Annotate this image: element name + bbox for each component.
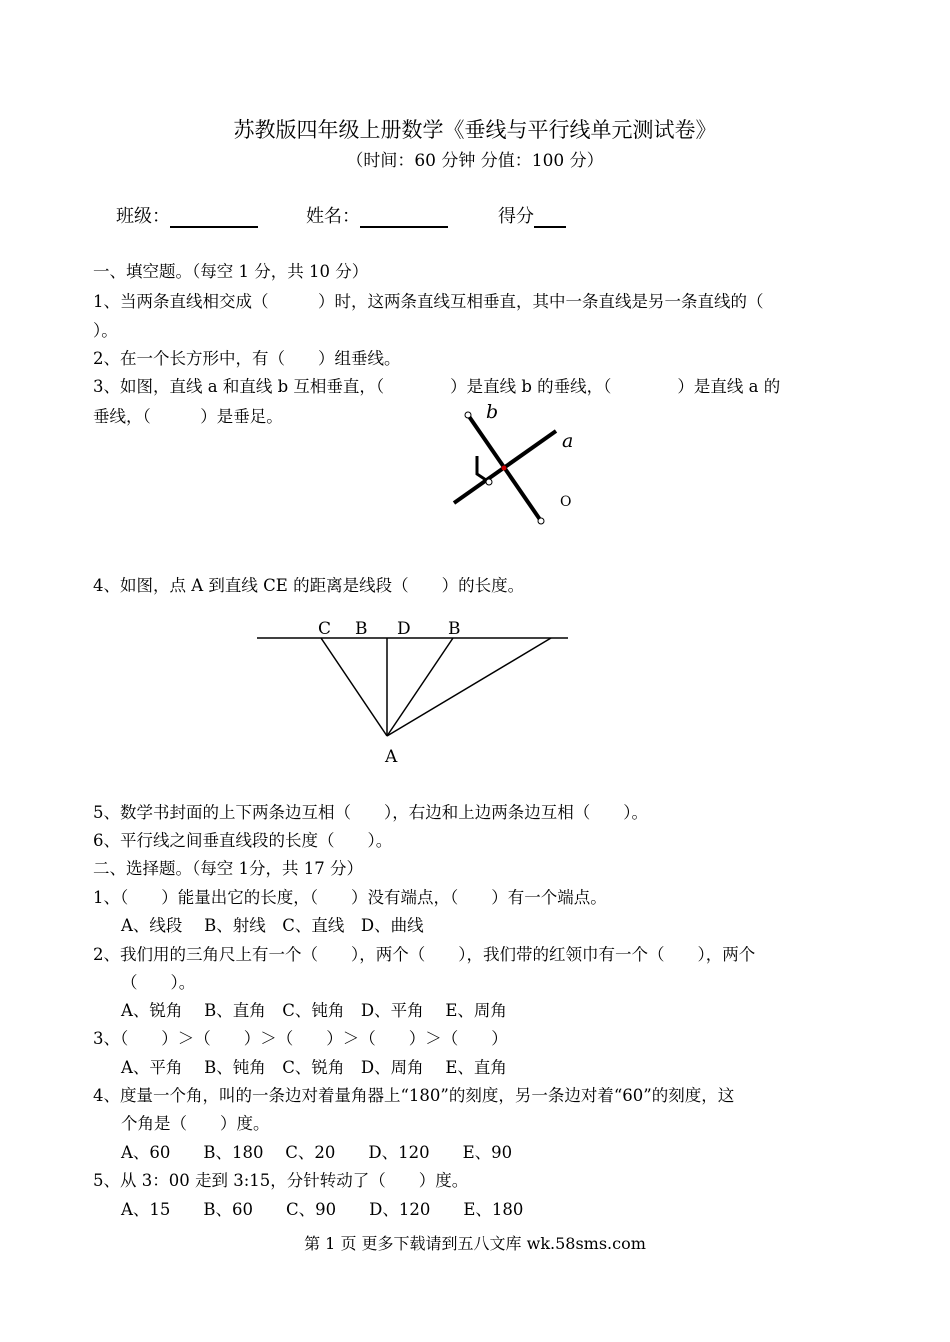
s2-q1: 1、（ ）能量出它的长度，（ ）没有端点，（ ）有一个端点。: [93, 888, 607, 907]
s2-q5: 5、从 3：00 走到 3:15，分针转动了（ ）度。: [93, 1171, 469, 1190]
label-a-point: A: [385, 747, 398, 767]
s2-q4-line1: 4、度量一个角，叫的一条边对着量角器上“180”的刻度，另一条边对着“60”的刻度，这: [93, 1086, 735, 1105]
class-field: [116, 202, 258, 228]
class-label: 班级：: [116, 206, 170, 227]
s1-q5: 5、数学书封面的上下两条边互相（ ），右边和上边两条边互相（ ）。: [93, 803, 648, 822]
score-label: 得分: [498, 206, 534, 227]
s2-q4-options: A、60 B、180 C、20 D、120 E、90: [121, 1143, 513, 1162]
endpoint-top: [465, 412, 471, 418]
s2-q2-line2: （ ）。: [121, 973, 196, 992]
page-subtitle: （时间：60 分钟 分值：100 分）: [346, 151, 604, 171]
foot-marker: [486, 479, 492, 485]
s1-q1-line1: 1、当两条直线相交成（ ）时，这两条直线互相垂直，其中一条直线是另一条直线的（: [93, 292, 764, 311]
class-blank: [170, 208, 258, 228]
s1-q6: 6、平行线之间垂直线段的长度（ ）。: [93, 831, 393, 850]
s2-q4-line2: 个角是（ ）度。: [121, 1114, 270, 1133]
name-blank: [360, 208, 448, 228]
s2-q1-options: A、线段 B、射线 C、直线 D、曲线: [121, 916, 424, 935]
s2-q2-options: A、锐角 B、直角 C、钝角 D、平角 E、周角: [121, 1001, 507, 1020]
page-footer: 第 1 页 更多下载请到五八文库 wk.58sms.com: [304, 1234, 646, 1253]
s1-q3-line2: 垂线，（ ）是垂足。: [93, 407, 283, 426]
segment-ad: [387, 638, 453, 736]
name-label: 姓名：: [306, 206, 360, 227]
s2-q3-options: A、平角 B、钝角 C、锐角 D、周角 E、直角: [121, 1058, 507, 1077]
segment-ae: [387, 638, 551, 736]
score-field: [498, 202, 566, 228]
name-field: [306, 202, 448, 228]
label-o: O: [560, 494, 572, 510]
s1-q1-line2: ）。: [93, 321, 118, 340]
s2-q3: 3、（ ）＞（ ）＞（ ）＞（ ）＞（ ）: [93, 1029, 508, 1048]
endpoint-bottom: [538, 518, 544, 524]
perpendicular-figure: [440, 400, 600, 540]
label-b: b: [486, 401, 499, 423]
section1-heading: 一、填空题。（每空 1 分，共 10 分）: [93, 262, 369, 281]
segment-ac: [321, 638, 387, 736]
page-title: 苏教版四年级上册数学《垂线与平行线单元测试卷》: [233, 118, 717, 142]
s1-q4: 4、如图，点 A 到直线 CE 的距离是线段（ ）的长度。: [93, 576, 525, 595]
s1-q2: 2、在一个长方形中，有（ ）组垂线。: [93, 349, 401, 368]
label-b1: B: [355, 619, 368, 639]
s1-q3-line1: 3、如图，直线 a 和直线 b 互相垂直，（ ）是直线 b 的垂线，（ ）是直线 a 的: [93, 377, 781, 396]
intersection-point: [502, 466, 507, 471]
score-blank: [534, 208, 566, 228]
label-c: C: [318, 619, 332, 639]
label-b2: B: [448, 619, 461, 639]
s2-q5-options: A、15 B、60 C、90 D、120 E、180: [121, 1200, 524, 1219]
s2-q2-line1: 2、我们用的三角尺上有一个（ ），两个（ ），我们带的红领巾有一个（ ），两个: [93, 945, 756, 964]
distance-figure: [255, 616, 585, 766]
label-d: D: [397, 619, 411, 639]
label-a: a: [562, 430, 574, 452]
section2-heading: 二、选择题。（每空 1分，共 17 分）: [93, 859, 363, 878]
